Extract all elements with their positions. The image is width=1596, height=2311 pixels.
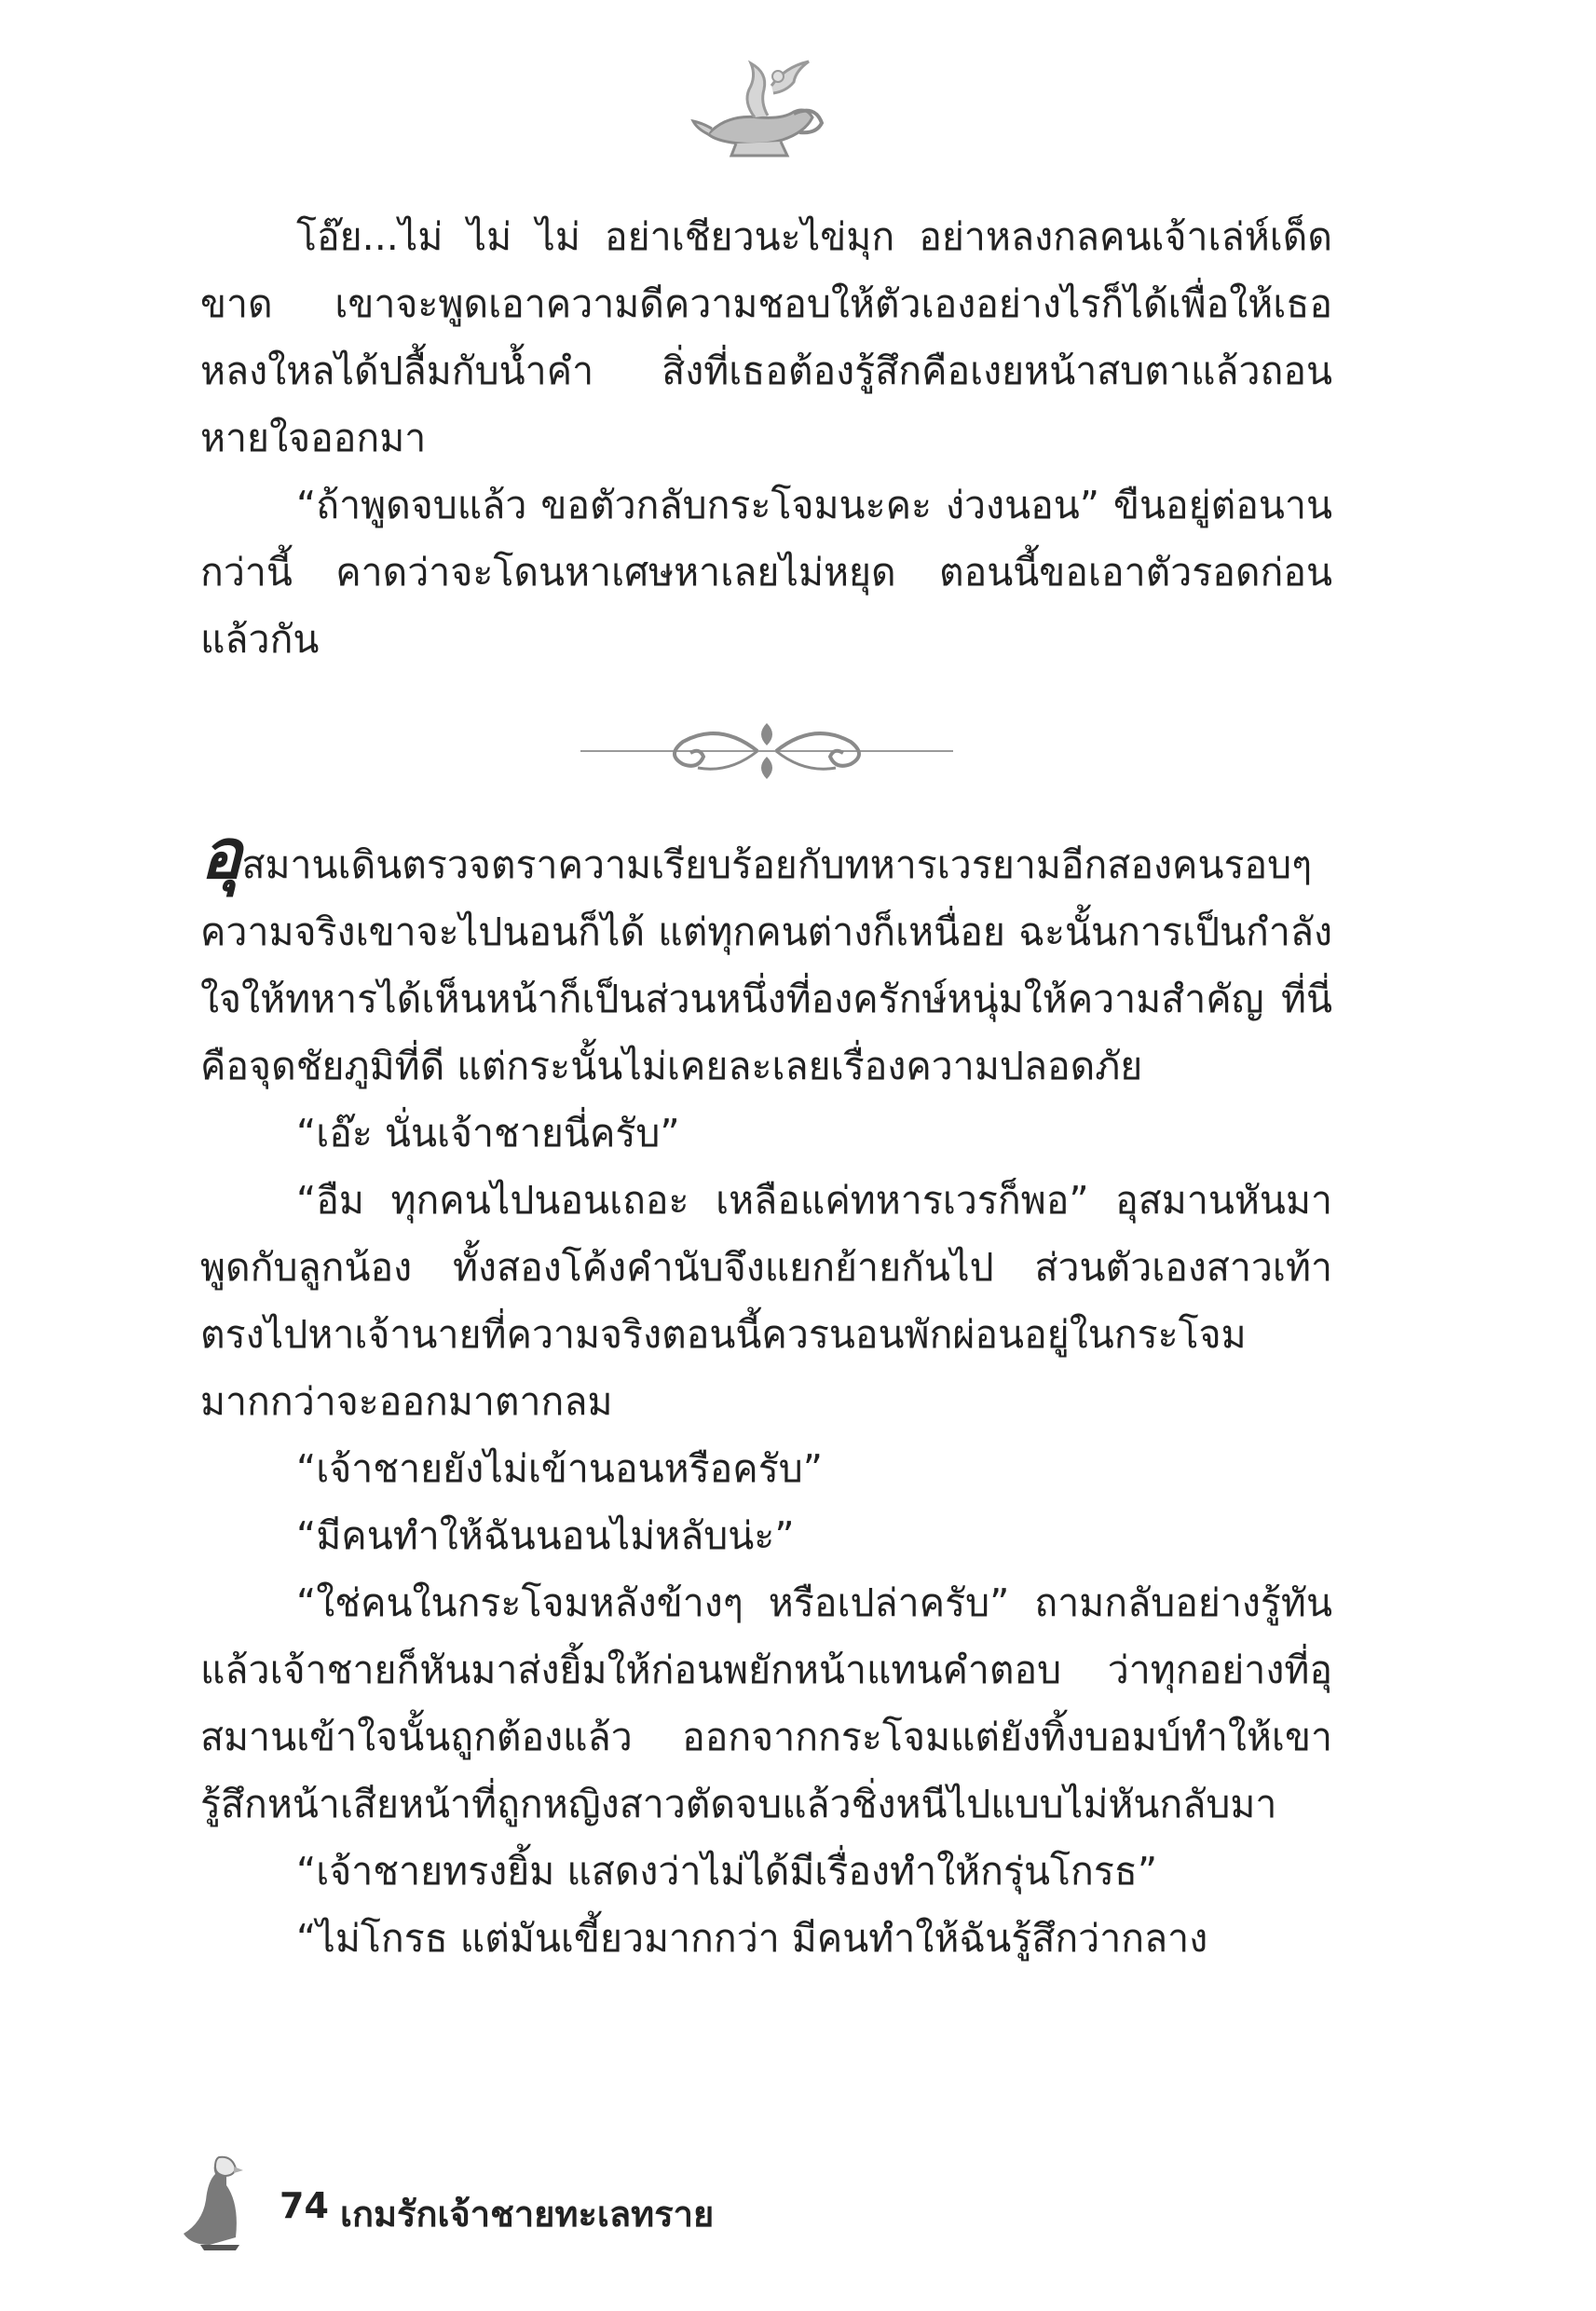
paragraph: “ใช่คนในกระโจมหลังข้างๆ หรือเปล่าครับ” ถามกลับอย่างรู้ทันแล้วเจ้าชายก็หันมาส่งยิ้มให้ก่อนพยักหน้าแทนคำตอบ ว่าทุกอย่างที่อุสมานเข้าใจนั้นถูกต้องแล้ว ออกจากกระโจมแต่ยังทิ้งบอมบ์ทำให้เขารู้สึกหน้าเสียหน้าที่ถูกหญิงสาวตัดจบแล้วชิ่งหนีไปแบบไม่หันกลับมา <box>200 1580 1332 1826</box>
paragraph: “อืม ทุกคนไปนอนเถอะ เหลือแค่ทหารเวรก็พอ” อุสมานหันมาพูดกับลูกน้อง ทั้งสองโค้งคำนับจึงแยกย้ายกันไป ส่วนตัวเองสาวเท้าตรงไปหาเจ้านายที่ความจริงตอนนี้ควรนอนพักผ่อนอยู่ในกระโจมมากกว่าจะออกมาตากลม <box>200 1178 1332 1424</box>
paragraph: “เอ๊ะ นั่นเจ้าชายนี่ครับ” <box>296 1111 680 1156</box>
drop-cap: อุ <box>200 814 242 895</box>
paragraph: “ถ้าพูดจบแล้ว ขอตัวกลับกระโจมนะคะ ง่วงนอน” ขืนอยู่ต่อนานกว่านี้ คาดว่าจะโดนหาเศษหาเลยไม่หยุด ตอนนี้ขอเอาตัวรอดก่อนแล้วกัน <box>200 483 1332 662</box>
paragraph: “เจ้าชายยังไม่เข้านอนหรือครับ” <box>296 1446 823 1491</box>
paragraph: โอ๊ย...ไม่ ไม่ ไม่ อย่าเชียวนะไข่มุก อย่าหลงกลคนเจ้าเล่ห์เด็ดขาด เขาจะพูดเอาความดีความชอบให้ตัวเองอย่างไรก็ได้เพื่อให้เธอหลงใหลได้ปลื้มกับน้ำคำ สิ่งที่เธอต้องรู้สึกคือเงยหน้าสบตาแล้วถอนหายใจออกมา <box>200 214 1332 460</box>
page-footer <box>182 2148 927 2250</box>
page-body <box>200 203 1332 1972</box>
paragraph: “มีคนทำให้ฉันนอนไม่หลับน่ะ” <box>296 1513 795 1558</box>
paragraph: “เจ้าชายทรงยิ้ม แสดงว่าไม่ได้มีเรื่องทำให้กรุ่นโกรธ” <box>296 1849 1158 1894</box>
page-number: 74 <box>280 2185 329 2226</box>
section-first-paragraph: อุสมานเดินตรวจตราความเรียบร้อยกับทหารเวรยามอีกสองคนรอบๆ ความจริงเขาจะไปนอนก็ได้ แต่ทุกคนต่างก็เหนื่อย ฉะนั้นการเป็นกำลังใจให้ทหารได้เห็นหน้าก็เป็นส่วนหนึ่งที่องครักษ์หนุ่มให้ความสำคัญ ที่นี่คือจุดชัยภูมิที่ดี แต่กระนั้นไม่เคยละเลยเรื่องความปลอดภัย <box>200 814 1332 1088</box>
book-title: เกมรักเจ้าชายทะเลทราย <box>340 2194 715 2235</box>
paragraph: “ไม่โกรธ แต่มันเขี้ยวมากกว่า มีคนทำให้ฉันรู้สึกว่ากลาง <box>296 1916 1208 1961</box>
section-divider-ornament-icon <box>580 714 953 788</box>
eagle-icon <box>182 2148 247 2250</box>
genie-lamp-icon <box>689 48 829 160</box>
